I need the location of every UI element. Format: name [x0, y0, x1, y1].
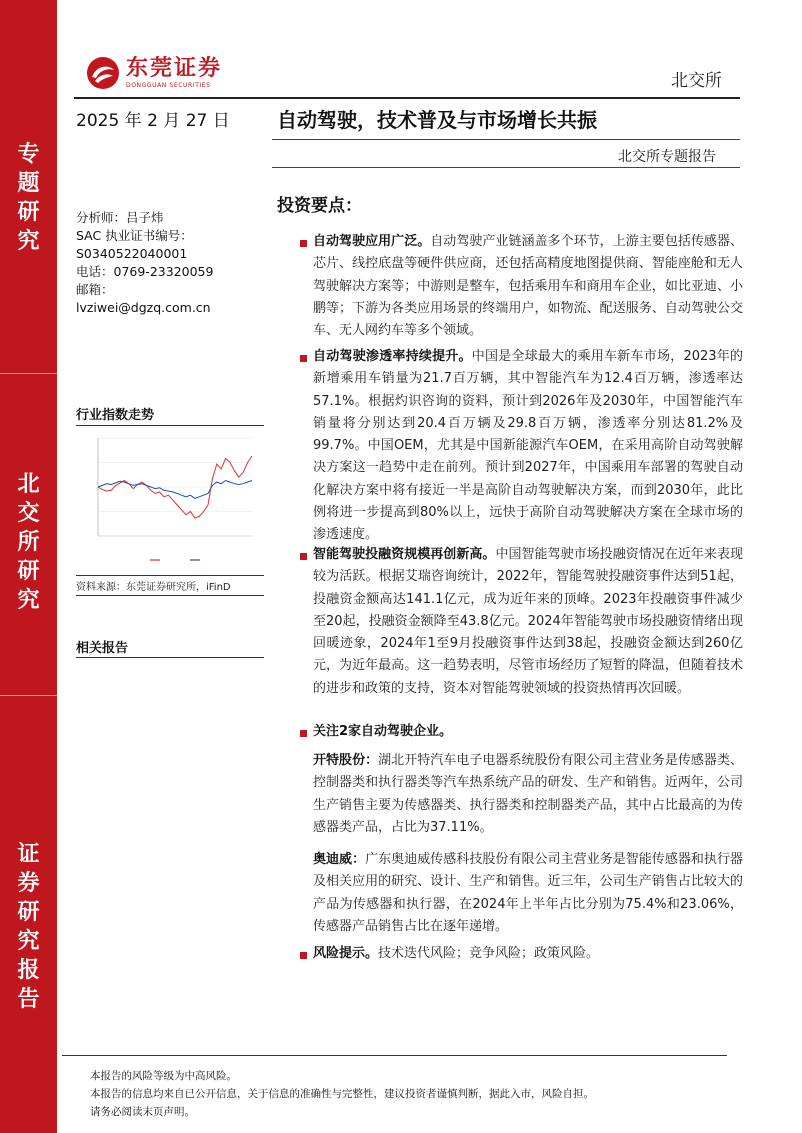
- side-band-char: 交: [17, 501, 40, 526]
- key-point-4: [313, 721, 743, 743]
- bullet-marker: [300, 730, 307, 737]
- report-date: 2025 年 2 月 27 日: [76, 111, 230, 131]
- bullet-marker: [300, 952, 307, 959]
- risk-warning: [313, 943, 743, 965]
- bullet-marker: [300, 355, 307, 362]
- side-band-char: 究: [17, 229, 40, 254]
- report-title: 自动驾驶，技术普及与市场增长共振: [277, 108, 597, 132]
- analyst-info: [76, 209, 266, 317]
- footer-risk-level: 本报告的风险等级为中高风险。: [90, 1070, 237, 1082]
- side-band-char: 报: [17, 958, 40, 983]
- subtitle-rule: [272, 167, 740, 168]
- key-point-1: [313, 231, 743, 342]
- company-2: [313, 849, 743, 938]
- section-rule: [76, 595, 264, 596]
- section-rule: [76, 575, 264, 576]
- key-point-3-body: 中国智能驾驶市场投融资情况在近年来表现较为活跃。根据艾瑞咨询统计，2022年，智能驾驶投融资事件达到51起，投融资金额高达141.1亿元，成为近年来的顶峰。2023年投融资事件减少至20起，投融资金额降至43.8亿元。2024年智能驾驶市场投融资情绪出现回暖迹象，2024年1至9月投融资事件达到38起，投融资金额达到260亿元，为近年最高。这一趋势表明，尽管市场经历了短暂的降温，但随着技术的进步和政策的支持，资本对智能驾驶领域的投资热情再次回暖。: [313, 547, 743, 696]
- analyst-sac-label: SAC 执业证书编号：: [76, 228, 193, 243]
- industry-index-title: 行业指数走势: [76, 408, 155, 423]
- key-point-3-head: 智能驾驶投融资规模再创新高。: [313, 547, 496, 562]
- footer-rule: [62, 1055, 727, 1056]
- risk-head: 风险提示。: [313, 946, 379, 961]
- side-band-char: 究: [17, 588, 40, 613]
- side-band-char: 究: [17, 929, 40, 954]
- chart-source: 资料来源：东莞证券研究所，iFinD: [76, 582, 231, 593]
- header-rule: [74, 97, 740, 99]
- logo-chinese-name: 东莞证券: [126, 55, 223, 81]
- side-band-char: 研: [17, 200, 40, 225]
- side-band-char: 北: [17, 472, 40, 497]
- side-band-section-1: [0, 140, 57, 256]
- footer-disclaimer: 本报告的信息均来自已公开信息，关于信息的准确性与完整性，建议投资者谨慎判断，据此入市，风险自担。: [90, 1088, 594, 1100]
- company-1: [313, 750, 743, 839]
- side-band-char: 告: [17, 987, 40, 1012]
- section-rule: [76, 425, 264, 426]
- company-logo: [86, 56, 222, 90]
- company-2-name: 奥迪威：: [313, 852, 366, 867]
- side-band-char: 券: [17, 871, 40, 896]
- side-band-section-2: [0, 470, 57, 615]
- section-rule: [76, 657, 264, 658]
- side-band-char: 所: [17, 530, 40, 555]
- logo-emblem-icon: [86, 56, 120, 90]
- side-band-char: 证: [17, 842, 40, 867]
- bullet-marker: [300, 553, 307, 560]
- exchange-label: 北交所: [671, 71, 722, 91]
- logo-english-name: DONGGUAN SECURITIES: [126, 81, 211, 89]
- key-point-2: [313, 346, 743, 547]
- side-band-section-3: [0, 840, 57, 1014]
- side-band-divider: [0, 695, 57, 696]
- side-band-divider: [0, 373, 57, 374]
- company-2-body: 广东奥迪威传感科技股份有限公司主营业务是智能传感器和执行器及相关应用的研究、设计、生产和销售。近三年，公司生产销售占比较大的产品为传感器和执行器，在2024年上半年占比分别为75.4%和23.06%，传感器产品销售占比在逐年递增。: [313, 852, 743, 934]
- analyst-email[interactable]: lvziwei@dgzq.com.cn: [76, 300, 211, 315]
- key-point-1-head: 自动驾驶应用广泛。: [313, 234, 431, 249]
- industry-index-chart: [80, 432, 258, 574]
- side-band-char: 研: [17, 559, 40, 584]
- key-points-title: 投资要点：: [277, 196, 362, 216]
- key-point-3: [313, 544, 743, 700]
- risk-body: 技术迭代风险；竞争风险；政策风险。: [378, 946, 600, 961]
- side-band-char: 研: [17, 900, 40, 925]
- analyst-email-label: 邮箱：: [76, 282, 114, 297]
- title-rule: [272, 139, 740, 140]
- side-band-char: 题: [17, 171, 40, 196]
- analyst-name: 分析师：吕子炜: [76, 210, 164, 225]
- bullet-marker: [300, 240, 307, 247]
- related-reports-title: 相关报告: [76, 641, 129, 656]
- company-1-name: 开特股份：: [313, 753, 379, 768]
- industry-index-chart-svg: [80, 432, 258, 574]
- side-band-char: 专: [17, 142, 40, 167]
- key-point-1-body: 自动驾驶产业链涵盖多个环节，上游主要包括传感器、芯片、线控底盘等硬件供应商，还包括高精度地图提供商、智能座舱和无人驾驶解决方案等；中游则是整车，包括乘用车和商用车企业，如比亚迪、小鹏等；下游为各类应用场景的终端用户，如物流、配送服务、自动驾驶公交车、无人网约车等多个领域。: [313, 234, 743, 339]
- analyst-sac-number: S0340522040001: [76, 246, 188, 261]
- report-subtitle: 北交所专题报告: [618, 149, 716, 165]
- key-point-4-head: 关注2家自动驾驶企业。: [313, 724, 453, 739]
- chart-series-line-2: [98, 481, 252, 499]
- key-point-2-body: 中国是全球最大的乘用车新车市场，2023年的新增乘用车销量为21.7百万辆，其中智能汽车为12.4百万辆，渗透率达57.1%。根据灼识咨询的资料，预计到2026年及2030年，中国智能汽车销量将分别达到20.4百万辆及29.8百万辆，渗透率分别达81.2%及99.7%。中国OEM，尤其是中国新能源汽车OEM，在采用高阶自动驾驶解决方案这一趋势中走在前列。预计到2027年，中国乘用车部署的驾驶自动化解决方案中将有接近一半是高阶自动驾驶解决方案，而到2030年，此比例将进一步提高到80%以上，远快于高阶自动驾驶解决方案在全球市场的渗透速度。: [313, 349, 743, 543]
- footer-read-notice: 请务必阅读末页声明。: [90, 1106, 195, 1118]
- company-1-body: 湖北开特汽车电子电器系统股份有限公司主营业务是传感器类、控制器类和执行器类等汽车热系统产品的研发、生产和销售。近两年，公司生产销售主要为传感器类、执行器类和控制器类产品，其中占比最高的为传感器类产品，占比为37.11%。: [313, 753, 743, 835]
- key-point-2-head: 自动驾驶渗透率持续提升。: [313, 349, 472, 364]
- analyst-phone: 电话：0769-23320059: [76, 264, 214, 279]
